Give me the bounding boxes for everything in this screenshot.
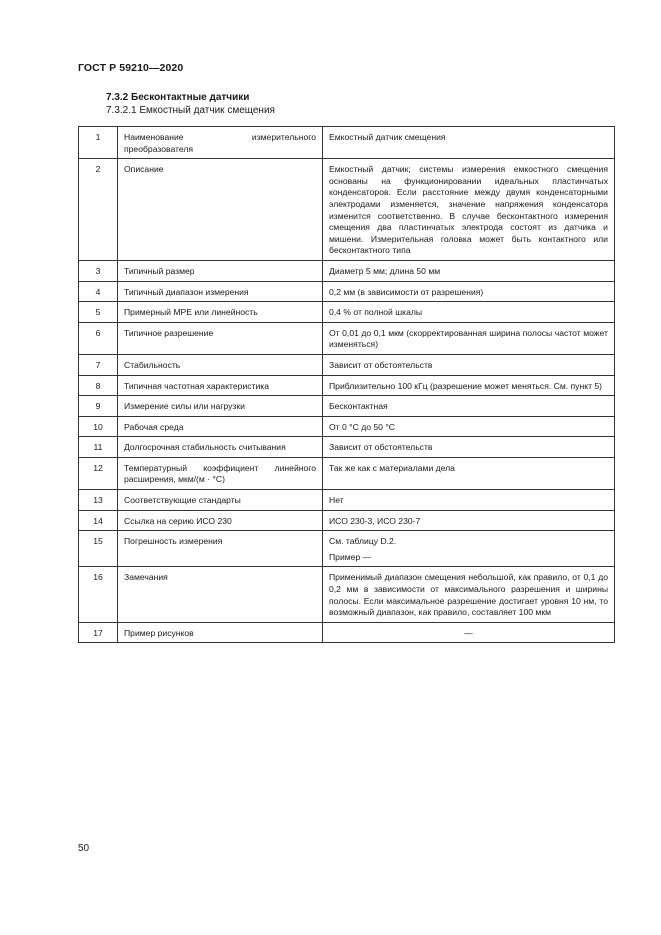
row-number: 5 (79, 302, 118, 323)
row-value-line: См. таблицу D.2. (329, 536, 397, 547)
row-value: Емкостный датчик смещения (323, 127, 615, 159)
row-number: 4 (79, 281, 118, 302)
spec-table (78, 126, 615, 643)
row-number: 16 (79, 567, 118, 622)
row-value: Зависит от обстоятельств (323, 437, 615, 458)
row-value: Зависит от обстоятельств (323, 354, 615, 375)
row-value: От 0 °С до 50 °С (323, 416, 615, 437)
table-row (79, 375, 615, 396)
row-number: 15 (79, 531, 118, 567)
page-number: 50 (78, 843, 90, 854)
table-row (79, 490, 615, 511)
row-parameter: Температурный коэффициент линейного расширения, мкм/(м · °С) (118, 457, 323, 489)
row-number: 11 (79, 437, 118, 458)
table-row (79, 510, 615, 531)
row-value: 0,2 мм (в зависимости от разрешения) (323, 281, 615, 302)
row-number: 3 (79, 260, 118, 281)
document-code: ГОСТ Р 59210—2020 (78, 62, 184, 74)
table-row (79, 127, 615, 159)
row-value: Так же как с материалами дела (323, 457, 615, 489)
row-number: 7 (79, 354, 118, 375)
row-value: Нет (323, 490, 615, 511)
row-parameter: Типичный размер (118, 260, 323, 281)
table-row (79, 354, 615, 375)
row-value: Применимый диапазон смещения небольшой, как правило, от 0,1 до 0,2 мм в зависимости от максимального разрешения и ширины полосы. Если максимальное разрешение достигает уровня 10 нм, то возможный диапазон, как правило, составляет 100 мкм (323, 567, 615, 622)
row-value: ИСО 230-3, ИСО 230-7 (323, 510, 615, 531)
row-number: 12 (79, 457, 118, 489)
table-row (79, 281, 615, 302)
table-row (79, 302, 615, 323)
row-parameter: Рабочая среда (118, 416, 323, 437)
table-row (79, 396, 615, 417)
row-value: — (323, 622, 615, 643)
row-value: Приблизительно 100 кГц (разрешение может меняться. См. пункт 5) (323, 375, 615, 396)
subsection-title: 7.3.2.1 Емкостный датчик смещения (106, 105, 275, 116)
row-number: 13 (79, 490, 118, 511)
row-value (323, 531, 615, 567)
row-parameter: Измерение силы или нагрузки (118, 396, 323, 417)
row-value: Бесконтактная (323, 396, 615, 417)
table-row (79, 159, 615, 261)
table-row (79, 416, 615, 437)
row-value: Диаметр 5 мм; длина 50 мм (323, 260, 615, 281)
row-number: 8 (79, 375, 118, 396)
table-row (79, 531, 615, 567)
row-parameter: Пример рисунков (118, 622, 323, 643)
section-title: 7.3.2 Бесконтактные датчики (106, 92, 250, 103)
row-number: 10 (79, 416, 118, 437)
row-parameter: Примерный MPE или линейность (118, 302, 323, 323)
row-number: 1 (79, 127, 118, 159)
table-row (79, 457, 615, 489)
row-parameter: Описание (118, 159, 323, 261)
row-parameter: Долгосрочная стабильность считывания (118, 437, 323, 458)
row-number: 2 (79, 159, 118, 261)
row-parameter: Типичная частотная характеристика (118, 375, 323, 396)
row-number: 9 (79, 396, 118, 417)
row-number: 6 (79, 322, 118, 354)
table-row (79, 322, 615, 354)
row-number: 17 (79, 622, 118, 643)
row-parameter: Типичное разрешение (118, 322, 323, 354)
table-row (79, 437, 615, 458)
row-parameter: Погрешность измерения (118, 531, 323, 567)
row-value: Емкостный датчик; системы измерения емкостного смещения основаны на функционировании идеальных пластинчатых конденсаторов. Если расстояние между двумя конденсаторными электродами изменяется, значение напряжения конденсатора изменится соответственно. В случае бесконтактного измерения смещения два пластинчатых электрода состоят из датчика и мишени. Измерительная головка может быть контактного или бесконтактного типа (323, 159, 615, 261)
table-row (79, 260, 615, 281)
table-row (79, 622, 615, 643)
row-parameter: Стабильность (118, 354, 323, 375)
row-parameter: Ссылка на серию ИСО 230 (118, 510, 323, 531)
row-parameter: Соответствующие стандарты (118, 490, 323, 511)
row-parameter: Замечания (118, 567, 323, 622)
row-value: От 0,01 до 0,1 мкм (скорректированная ширина полосы частот может изменяться) (323, 322, 615, 354)
row-parameter: Наименование измерительного преобразователя (118, 127, 323, 159)
table-row (79, 567, 615, 622)
row-value: 0,4 % от полной шкалы (323, 302, 615, 323)
row-number: 14 (79, 510, 118, 531)
row-value-example: Пример — (329, 551, 372, 562)
row-parameter: Типичный диапазон измерения (118, 281, 323, 302)
